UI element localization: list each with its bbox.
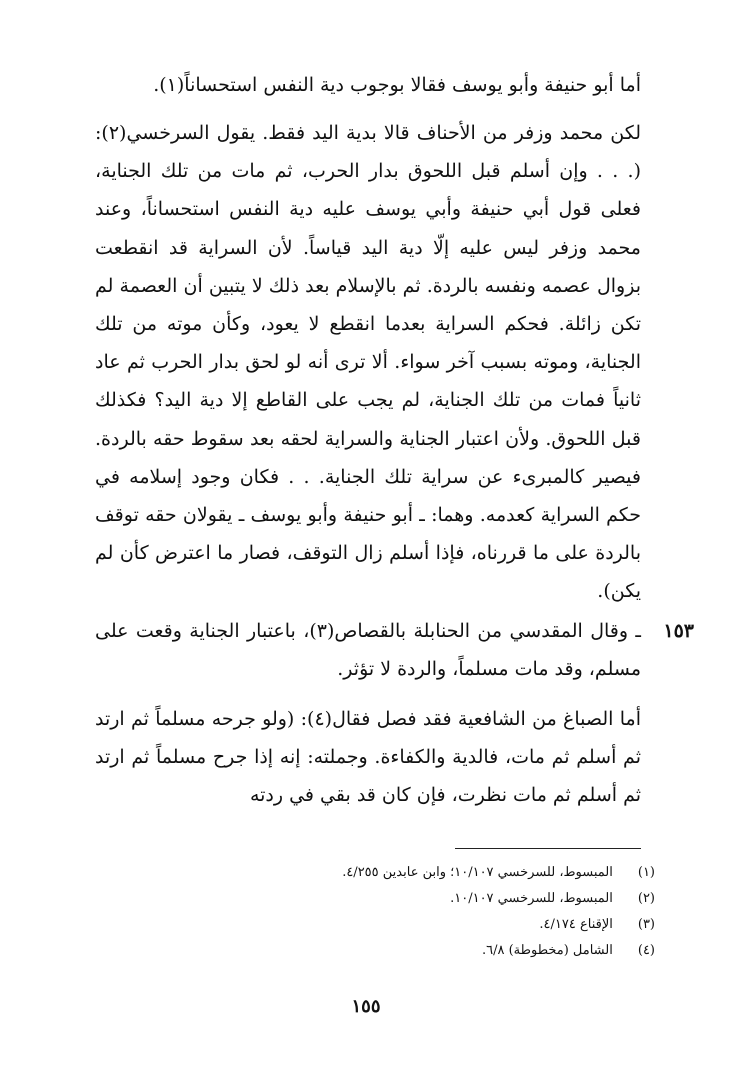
footnote: [200, 915, 655, 935]
paragraph-sarakhsi-quote: لكن محمد وزفر من الأحناف قالا بدية اليد فقط. يقول السرخسي(٢): (. . . وإن أسلم قبل اللحوق بدار الحرب، ثم مات من تلك الجناية، فعلى قول أبي حنيفة وأبي يوسف عليه دية النفس استحساناً، وعند محمد وزفر ليس عليه إلّا دية اليد قياساً. لأن السراية قد انقطعت بزوال عصمه ونفسه بالردة. ثم بالإسلام بعد ذلك لا يتبين أن العصمة لم تكن زائلة. فحكم السراية بعدما انقطع لا يعود، وكأن موته من تلك الجناية، وموته بسبب آخر سواء. ألا ترى أنه لو لحق بدار الحرب ثم عاد ثانياً فمات من تلك الجناية، لم يجب على القاطع إلا دية اليد؟ فكذلك قبل اللحوق. ولأن اعتبار الجناية والسراية لحقه بعد سقوط حقه بالردة. فيصير كالمبرىء عن سراية تلك الجناية. . . فكان وجود إسلامه في حكم السراية كعدمه. وهما: ـ أبو حنيفة وأبو يوسف ـ يقولان حقه توقف بالردة على ما قررناه، فإذا أسلم زال التوقف، فصار ما اعترض كأن لم يكن).: [95, 122, 641, 603]
footnote-text: الشامل (مخطوطة) ٦/٨.: [481, 943, 613, 958]
page-number: ١٥٥: [351, 996, 381, 1017]
footnote-text: المبسوط، للسرخسي ١٠/١٠٧؛ وابن عابدين ٤/٢٥٥.: [342, 865, 613, 880]
paragraph-abu-hanifa: أما أبو حنيفة وأبو يوسف فقالا بوجوب دية النفس استحساناً(١).: [153, 74, 641, 96]
paragraph-sabbagh: أما الصباغ من الشافعية فقد فصل فقال(٤): (ولو جرحه مسلماً ثم ارتد ثم أسلم ثم مات، فالدية والكفاءة. وجملته: إنه إذا جرح مسلماً ثم ارتد ثم أسلم ثم مات نظرت، فإن كان قد بقي في ردته: [95, 708, 641, 807]
footnote-text: المبسوط، للسرخسي ١٠/١٠٧.: [450, 891, 613, 906]
footnote-number: (٢): [637, 891, 655, 906]
footnote-text: الإقناع ٤/١٧٤.: [539, 917, 613, 932]
footnote-separator: [455, 848, 641, 849]
footnote: [200, 863, 655, 883]
footnote-number: (٣): [637, 917, 655, 932]
item-number: ١٥٣: [663, 620, 694, 642]
paragraph-maqdisi: ـ وقال المقدسي من الحنابلة بالقصاص(٣)، باعتبار الجناية وقعت على مسلم، وقد مات مسلماً، والردة لا تؤثر.: [95, 620, 641, 681]
footnote: [200, 941, 655, 961]
footnote: [200, 889, 655, 909]
footnote-number: (٤): [637, 943, 655, 958]
footnote-number: (١): [637, 865, 655, 880]
